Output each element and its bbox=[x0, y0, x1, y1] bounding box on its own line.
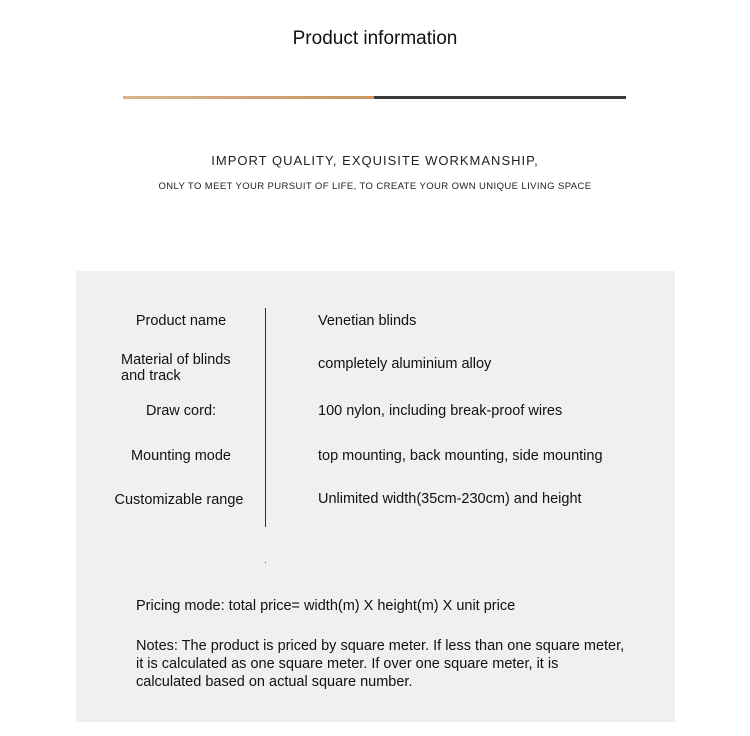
spec-value-mounting-mode: top mounting, back mounting, side mounting bbox=[318, 448, 603, 464]
spec-value-draw-cord: 100 nylon, including break-proof wires bbox=[318, 403, 563, 419]
spec-value-material: completely aluminium alloy bbox=[318, 356, 492, 372]
spec-value-product-name: Venetian blinds bbox=[318, 313, 417, 329]
spec-label-customizable-range: Customizable range bbox=[114, 492, 244, 508]
subtagline: ONLY TO MEET YOUR PURSUIT OF LIFE, TO CREATE YOUR OWN UNIQUE LIVING SPACE bbox=[158, 181, 592, 192]
spec-label-material-line2: and track bbox=[121, 368, 181, 384]
page-title: Product information bbox=[292, 28, 458, 49]
spec-label-draw-cord: Draw cord: bbox=[145, 403, 217, 419]
spec-label-mounting-mode: Mounting mode bbox=[131, 448, 231, 464]
spec-label-material bbox=[121, 352, 231, 384]
spec-value-customizable-range: Unlimited width(35cm-230cm) and height bbox=[318, 491, 582, 507]
product-info-panel bbox=[76, 271, 675, 722]
pricing-mode-text: Pricing mode: total price= width(m) X height(m) X unit price bbox=[136, 598, 516, 614]
stray-dot bbox=[265, 562, 266, 563]
spec-label-product-name: Product name bbox=[135, 313, 227, 329]
tagline: IMPORT QUALITY, EXQUISITE WORKMANSHIP, bbox=[211, 153, 539, 168]
title-divider bbox=[123, 96, 626, 99]
divider-dark-segment bbox=[374, 96, 626, 99]
notes-text: Notes: The product is priced by square meter. If less than one square meter, it is calculated as one square meter. If over one square meter, it is calculated based on actual square number. bbox=[136, 638, 625, 690]
spec-label-material-line1: Material of blinds bbox=[121, 352, 231, 368]
divider-accent-segment bbox=[123, 96, 374, 99]
